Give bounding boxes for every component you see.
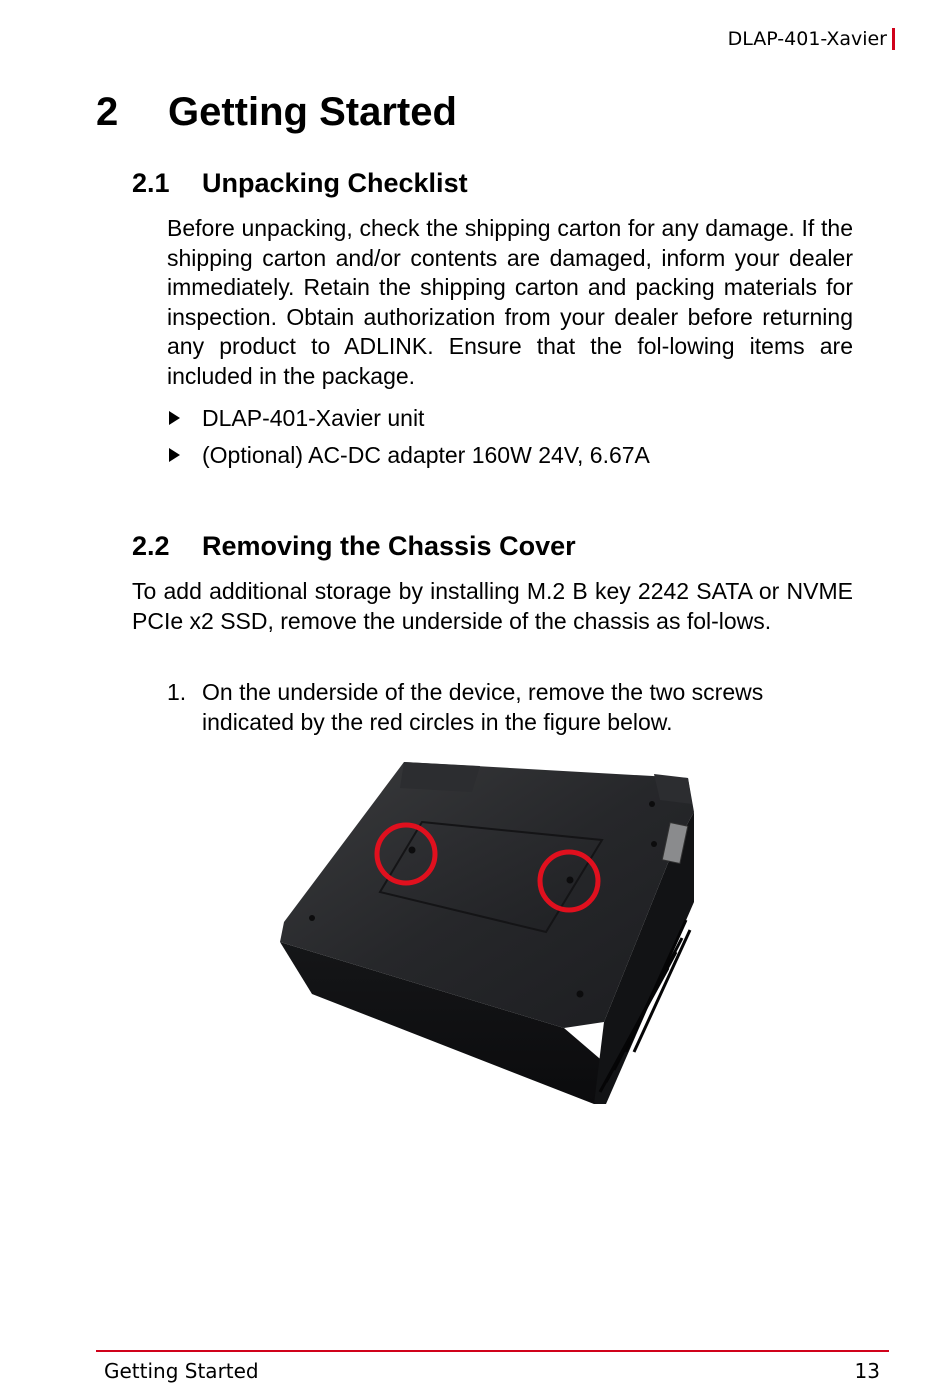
step-item xyxy=(167,678,832,737)
screw xyxy=(577,991,584,998)
chapter-heading xyxy=(96,86,457,138)
list-item xyxy=(167,440,650,470)
chassis-paragraph: To add additional storage by installing M.2 B key 2242 SATA or NVME PCIe x2 SSD, remove the underside of the chassis as fol-lows. xyxy=(132,578,853,634)
screw xyxy=(309,915,315,921)
unpacking-paragraph: Before unpacking, check the shipping carton for any damage. If the shipping carton and/or contents are damaged, inform your dealer immediately. Retain the shipping carton and packing materials for inspection. Obtain authorization from your dealer before returning any product to ADLINK. Ensure that the fol-lowing items are included in the package. xyxy=(167,215,853,389)
header-accent-bar xyxy=(892,28,895,50)
page-header xyxy=(728,26,895,52)
package-items-list xyxy=(167,403,650,477)
step-text: On the underside of the device, remove the two screws indicated by the red circles in the figure below. xyxy=(202,679,764,735)
section-title: Removing the Chassis Cover xyxy=(202,531,576,561)
step-number: 1. xyxy=(167,679,187,705)
header-product-name: DLAP-401-Xavier xyxy=(727,28,887,50)
chapter-title: Getting Started xyxy=(168,90,457,134)
screw xyxy=(649,801,655,807)
section-heading-chassis-cover xyxy=(132,529,576,563)
footer-section-name: Getting Started xyxy=(104,1359,259,1383)
screw xyxy=(567,877,574,884)
section-number: 2.2 xyxy=(132,531,170,561)
list-item-text: DLAP-401-Xavier unit xyxy=(202,404,425,431)
screw xyxy=(651,841,657,847)
list-item-text: (Optional) AC-DC adapter 160W 24V, 6.67A xyxy=(202,441,650,468)
footer-page-number: 13 xyxy=(854,1359,880,1383)
list-item xyxy=(167,403,650,433)
section-heading-unpacking xyxy=(132,166,468,200)
section-title: Unpacking Checklist xyxy=(202,168,468,198)
chapter-number: 2 xyxy=(96,90,119,134)
steps-list xyxy=(167,678,832,737)
chassis-underside-photo xyxy=(254,752,734,1108)
footer-rule xyxy=(96,1350,889,1352)
triangle-bullet-icon xyxy=(169,448,180,462)
screw xyxy=(409,847,416,854)
triangle-bullet-icon xyxy=(169,411,180,425)
section-number: 2.1 xyxy=(132,168,170,198)
